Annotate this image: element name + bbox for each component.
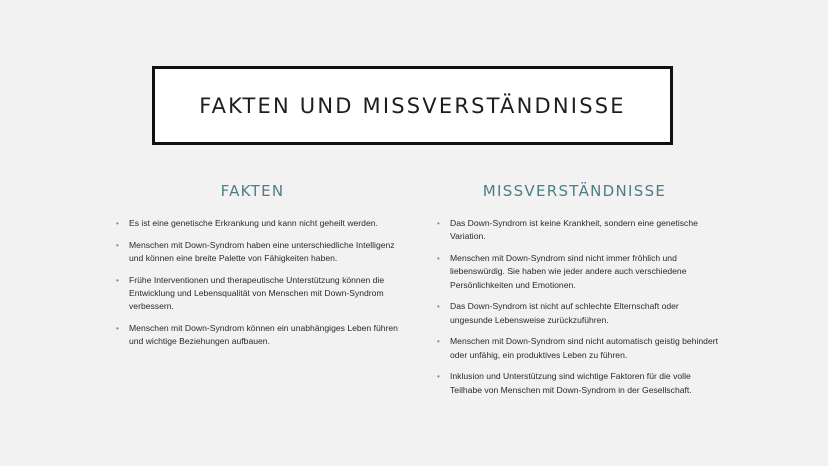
- bullet-icon: •: [437, 302, 440, 312]
- bullet-icon: •: [116, 275, 119, 285]
- list-item: [437, 335, 719, 362]
- facts-list: [116, 217, 401, 357]
- bullet-icon: •: [437, 219, 440, 228]
- list-item-text: Menschen mit Down-Syndrom haben eine unterschiedliche Intelligenz und können eine breite Palette von Fähigkeiten haben.: [129, 239, 395, 263]
- list-item: [116, 217, 401, 230]
- facts-heading: FAKTEN: [220, 182, 285, 200]
- bullet-icon: •: [437, 337, 440, 347]
- list-item: [437, 300, 719, 327]
- list-item: [116, 322, 401, 349]
- list-item-text: Menschen mit Down-Syndrom sind nicht automatisch geistig behindert oder unfähig, ein produktives Leben zu führen.: [450, 336, 718, 360]
- title-box: [152, 66, 673, 145]
- list-item-text: Das Down-Syndrom ist keine Krankheit, sondern eine genetische Variation.: [450, 218, 698, 242]
- list-item-text: Das Down-Syndrom ist nicht auf schlechte Elternschaft oder ungesunde Lebensweise zurückzuführen.: [450, 301, 679, 325]
- bullet-icon: •: [437, 372, 440, 382]
- list-item-text: Frühe Interventionen und therapeutische Unterstützung können die Entwicklung und Lebensqualität von Menschen mit Down-Syndrom verbessern.: [129, 274, 385, 312]
- misconceptions-heading: MISSVERSTÄNDNISSE: [482, 182, 667, 200]
- bullet-icon: •: [116, 323, 119, 333]
- list-item: [437, 370, 719, 397]
- list-item: [116, 274, 401, 314]
- list-item: [437, 217, 719, 244]
- bullet-icon: •: [116, 219, 119, 228]
- bullet-icon: •: [437, 253, 440, 263]
- list-item-text: Menschen mit Down-Syndrom sind nicht immer fröhlich und liebenswürdig. Sie haben wie jeder andere auch verschiedene Persönlichkeiten und Emotionen.: [450, 252, 687, 290]
- list-item-text: Inklusion und Unterstützung sind wichtige Faktoren für die volle Teilhabe von Menschen mit Down-Syndrom in der Gesellschaft.: [450, 371, 692, 395]
- list-item: [116, 239, 401, 266]
- list-item: [437, 252, 719, 292]
- slide-title: FAKTEN UND MISSVERSTÄNDNISSE: [199, 93, 626, 118]
- bullet-icon: •: [116, 240, 119, 250]
- list-item-text: Es ist eine genetische Erkrankung und kann nicht geheilt werden.: [129, 218, 378, 228]
- list-item-text: Menschen mit Down-Syndrom können ein unabhängiges Leben führen und wichtige Beziehungen aufbauen.: [129, 322, 398, 347]
- misconceptions-list: [437, 217, 719, 405]
